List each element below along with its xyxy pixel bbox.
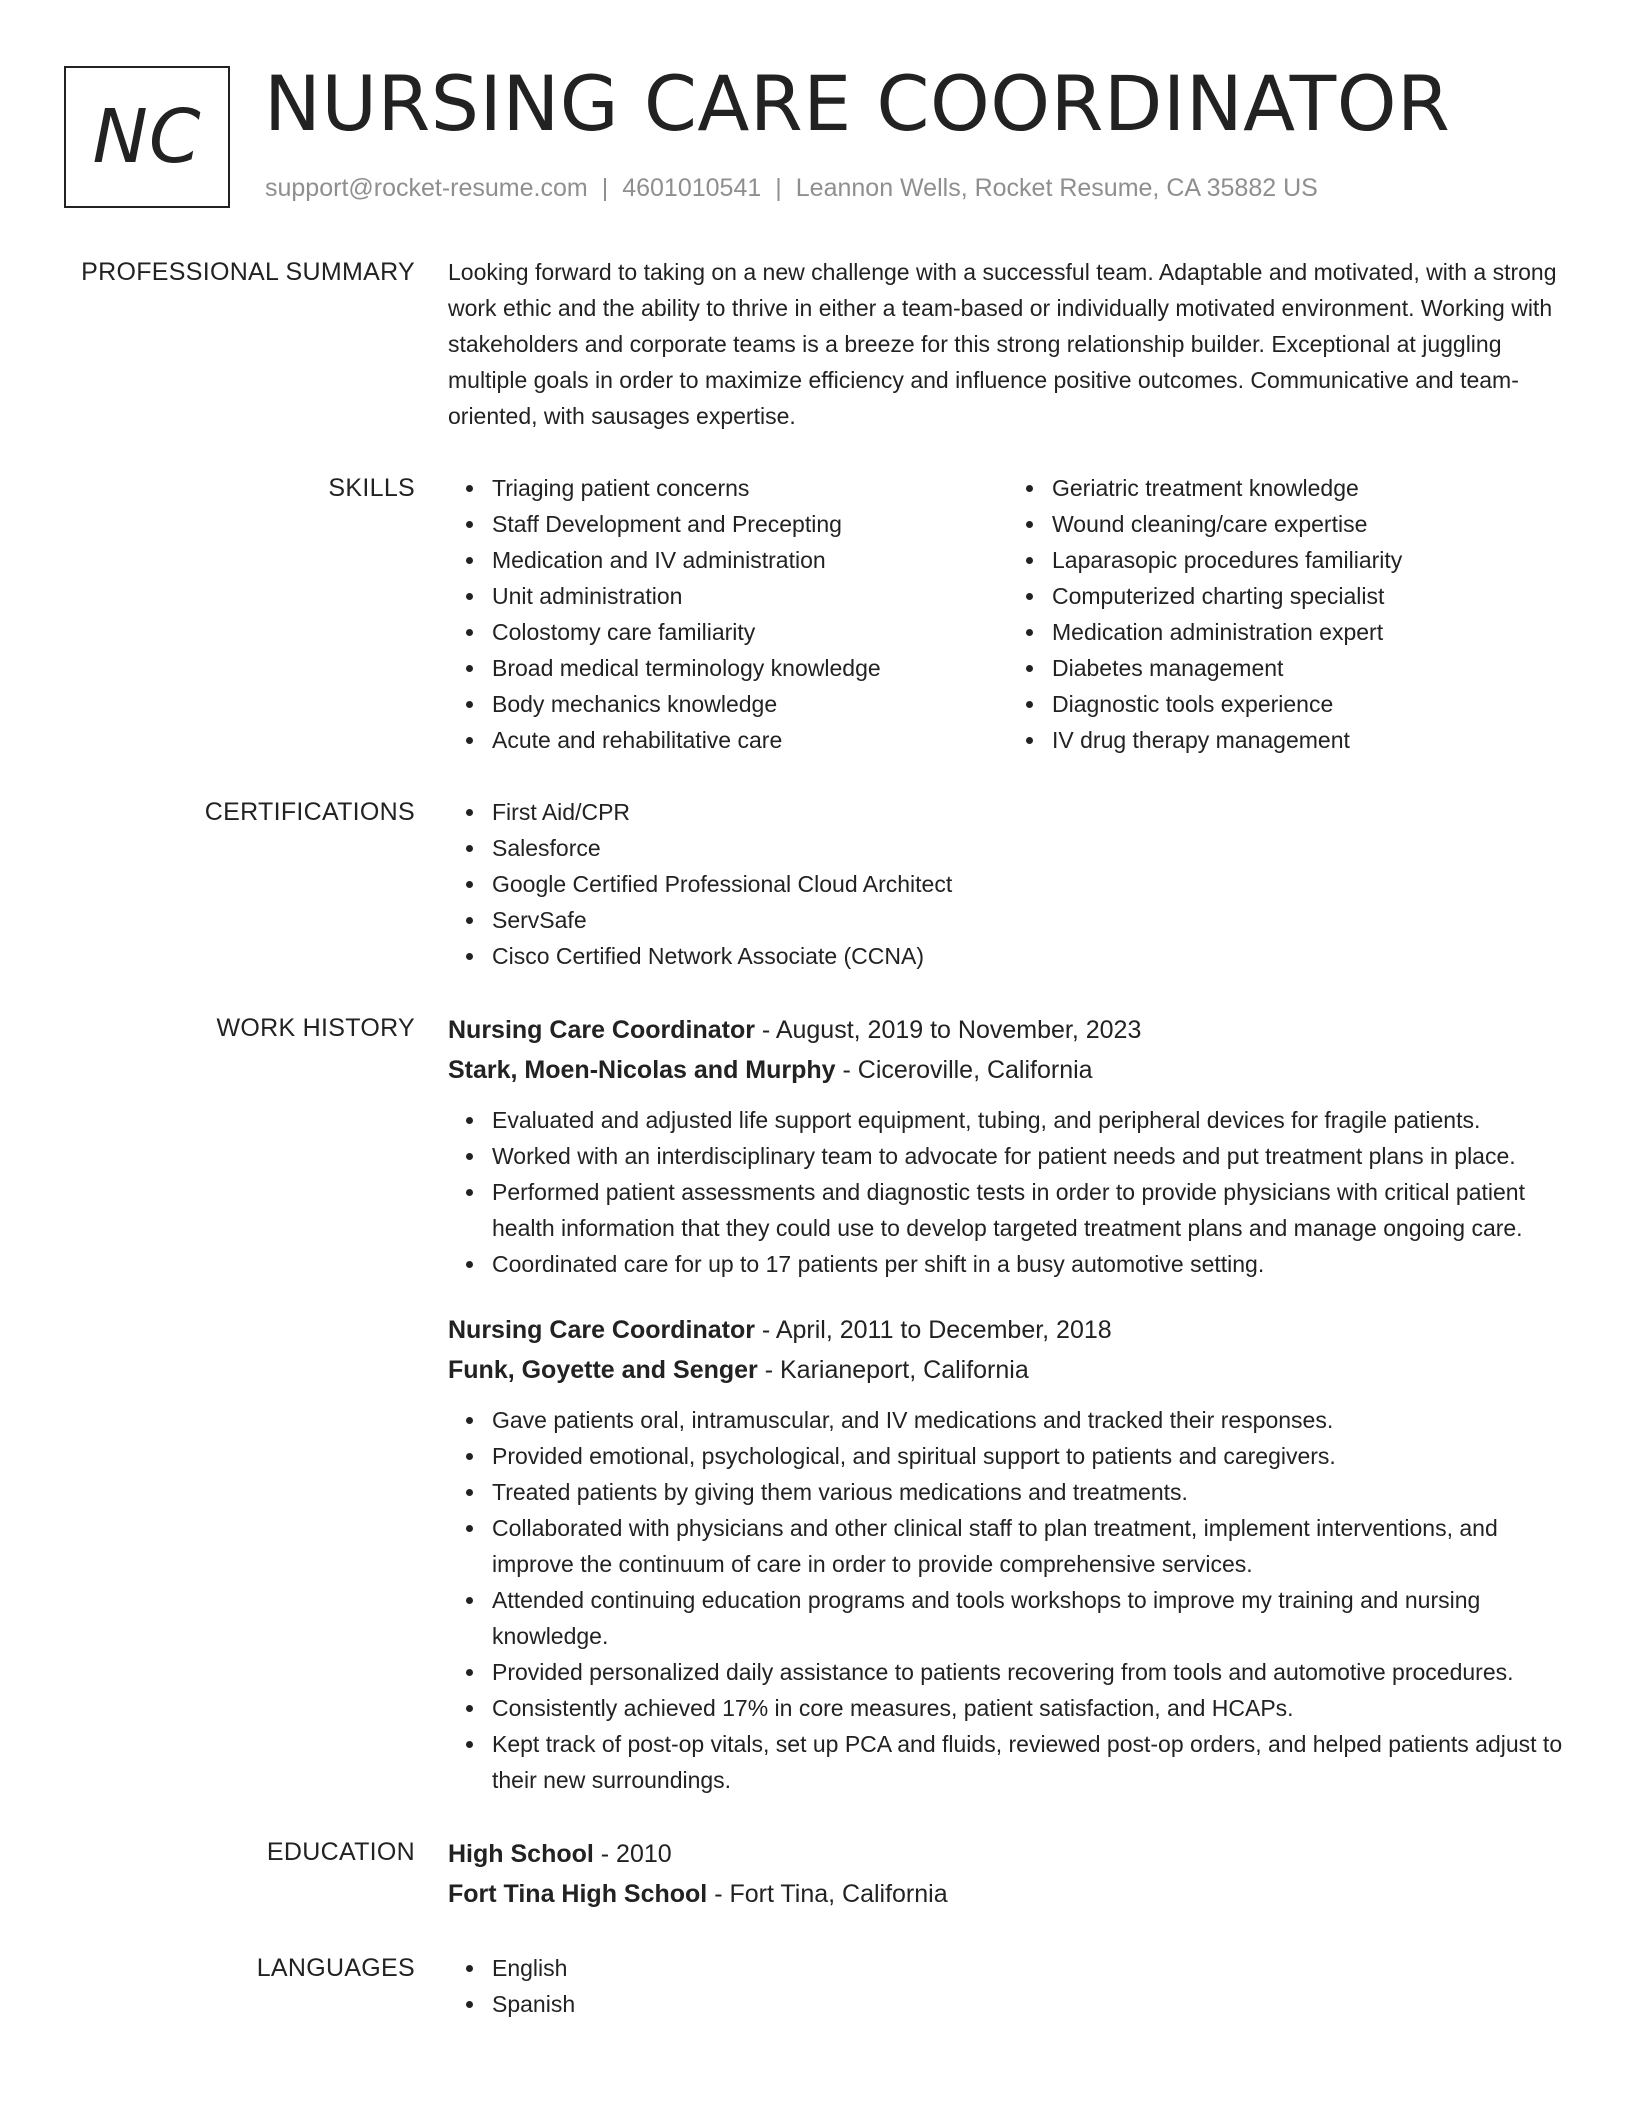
work-history-heading: WORK HISTORY xyxy=(216,1014,415,1042)
certifications-section xyxy=(0,794,1632,974)
skill-item: Diagnostic tools experience xyxy=(1052,686,1568,722)
skill-item: Unit administration xyxy=(492,578,1008,614)
languages-heading: LANGUAGES xyxy=(256,1954,415,1982)
job-title: Nursing Care Coordinator xyxy=(448,1316,755,1344)
education-heading: EDUCATION xyxy=(266,1838,415,1866)
job-bullet: Consistently achieved 17% in core measures, patient satisfaction, and HCAPs. xyxy=(492,1690,1568,1726)
skill-item: Geriatric treatment knowledge xyxy=(1052,470,1568,506)
education-degree: High School xyxy=(448,1840,594,1868)
job-dates: - April, 2011 to December, 2018 xyxy=(754,1316,1112,1344)
education-year: - 2010 xyxy=(593,1840,672,1868)
language-item: English xyxy=(492,1950,1568,1986)
skill-item: Medication administration expert xyxy=(1052,614,1568,650)
resume-sections xyxy=(0,254,1632,2058)
job-entry xyxy=(448,1010,1568,1282)
skill-item: Wound cleaning/care expertise xyxy=(1052,506,1568,542)
contact-address: Leannon Wells, Rocket Resume, CA 35882 US xyxy=(795,174,1318,202)
skills-body xyxy=(448,470,1568,758)
skill-item: Medication and IV administration xyxy=(492,542,1008,578)
education-school-line xyxy=(448,1874,1568,1914)
education-section xyxy=(0,1834,1632,1914)
skill-item: Body mechanics knowledge xyxy=(492,686,1008,722)
certifications-list xyxy=(448,794,1568,974)
skills-section xyxy=(0,470,1632,758)
skill-item: Colostomy care familiarity xyxy=(492,614,1008,650)
contact-phone: 4601010541 xyxy=(622,174,762,202)
summary-section xyxy=(0,254,1632,434)
skill-item: Triaging patient concerns xyxy=(492,470,1008,506)
job-bullet: Gave patients oral, intramuscular, and IV medications and tracked their responses. xyxy=(492,1402,1568,1438)
skill-item: Computerized charting specialist xyxy=(1052,578,1568,614)
summary-body xyxy=(448,254,1568,434)
job-bullet: Coordinated care for up to 17 patients per shift in a busy automotive setting. xyxy=(492,1246,1568,1282)
job-bullet: Treated patients by giving them various medications and treatments. xyxy=(492,1474,1568,1510)
job-bullets xyxy=(448,1402,1568,1798)
skill-item: IV drug therapy management xyxy=(1052,722,1568,758)
education-location: - Fort Tina, California xyxy=(707,1880,948,1908)
summary-text: Looking forward to taking on a new challenge with a successful team. Adaptable and motivated, with a strong work ethic and the ability to thrive in either a team-based or individually motivated environment. Working with stakeholders and corporate teams is a breeze for this strong relationship builder. Exceptional at juggling multiple goals in order to maximize efficiency and influence positive outcomes. Communicative and team-oriented, with sausages expertise. xyxy=(448,259,1557,429)
job-title: Nursing Care Coordinator xyxy=(448,1016,755,1044)
education-school: Fort Tina High School xyxy=(448,1880,708,1908)
job-company-line xyxy=(448,1050,1568,1090)
certification-item: Google Certified Professional Cloud Architect xyxy=(492,866,1568,902)
job-dates: - August, 2019 to November, 2023 xyxy=(754,1016,1142,1044)
job-bullet: Worked with an interdisciplinary team to advocate for patient needs and put treatment plans in place. xyxy=(492,1138,1568,1174)
page-title: NURSING CARE COORDINATOR xyxy=(264,59,1451,148)
work-history-body xyxy=(448,1010,1568,1798)
job-bullet: Kept track of post-op vitals, set up PCA and fluids, reviewed post-op orders, and helped patients adjust to their new surroundings. xyxy=(492,1726,1568,1798)
monogram-logo: NC xyxy=(64,66,230,208)
skill-item: Diabetes management xyxy=(1052,650,1568,686)
certification-item: First Aid/CPR xyxy=(492,794,1568,830)
language-item: Spanish xyxy=(492,1986,1568,2022)
job-bullet: Evaluated and adjusted life support equipment, tubing, and peripheral devices for fragile patients. xyxy=(492,1102,1568,1138)
certifications-heading: CERTIFICATIONS xyxy=(204,798,415,826)
job-bullet: Provided emotional, psychological, and spiritual support to patients and caregivers. xyxy=(492,1438,1568,1474)
contact-separator: | xyxy=(775,174,782,202)
job-location: - Ciceroville, California xyxy=(835,1056,1093,1084)
job-title-line xyxy=(448,1310,1568,1350)
job-entry xyxy=(448,1310,1568,1798)
job-bullet: Attended continuing education programs and tools workshops to improve my training and nursing knowledge. xyxy=(492,1582,1568,1654)
skill-item: Staff Development and Precepting xyxy=(492,506,1008,542)
certification-item: ServSafe xyxy=(492,902,1568,938)
summary-heading: PROFESSIONAL SUMMARY xyxy=(81,258,415,286)
job-title-line xyxy=(448,1010,1568,1050)
skills-list-left xyxy=(448,470,1008,758)
job-company: Funk, Goyette and Senger xyxy=(448,1356,758,1384)
job-bullet: Provided personalized daily assistance to patients recovering from tools and automotive procedures. xyxy=(492,1654,1568,1690)
languages-body xyxy=(448,1950,1568,2022)
job-bullets xyxy=(448,1102,1568,1282)
job-company: Stark, Moen-Nicolas and Murphy xyxy=(448,1056,836,1084)
skills-list-right xyxy=(1008,470,1568,758)
contact-email: support@rocket-resume.com xyxy=(265,174,588,202)
skill-item: Broad medical terminology knowledge xyxy=(492,650,1008,686)
skill-item: Acute and rehabilitative care xyxy=(492,722,1008,758)
education-body xyxy=(448,1834,1568,1914)
job-company-line xyxy=(448,1350,1568,1390)
job-location: - Karianeport, California xyxy=(757,1356,1029,1384)
work-history-section xyxy=(0,1010,1632,1798)
job-bullet: Performed patient assessments and diagnostic tests in order to provide physicians with critical patient health information that they could use to develop targeted treatment plans and manage ongoing care. xyxy=(492,1174,1568,1246)
certification-item: Cisco Certified Network Associate (CCNA) xyxy=(492,938,1568,974)
job-bullet: Collaborated with physicians and other clinical staff to plan treatment, implement interventions, and improve the continuum of care in order to provide comprehensive services. xyxy=(492,1510,1568,1582)
languages-section xyxy=(0,1950,1632,2022)
contact-line xyxy=(265,174,1318,203)
education-degree-line xyxy=(448,1834,1568,1874)
skills-heading: SKILLS xyxy=(328,474,415,502)
certification-item: Salesforce xyxy=(492,830,1568,866)
certifications-body xyxy=(448,794,1568,974)
skill-item: Laparasopic procedures familiarity xyxy=(1052,542,1568,578)
languages-list xyxy=(448,1950,1568,2022)
contact-separator: | xyxy=(601,174,609,202)
